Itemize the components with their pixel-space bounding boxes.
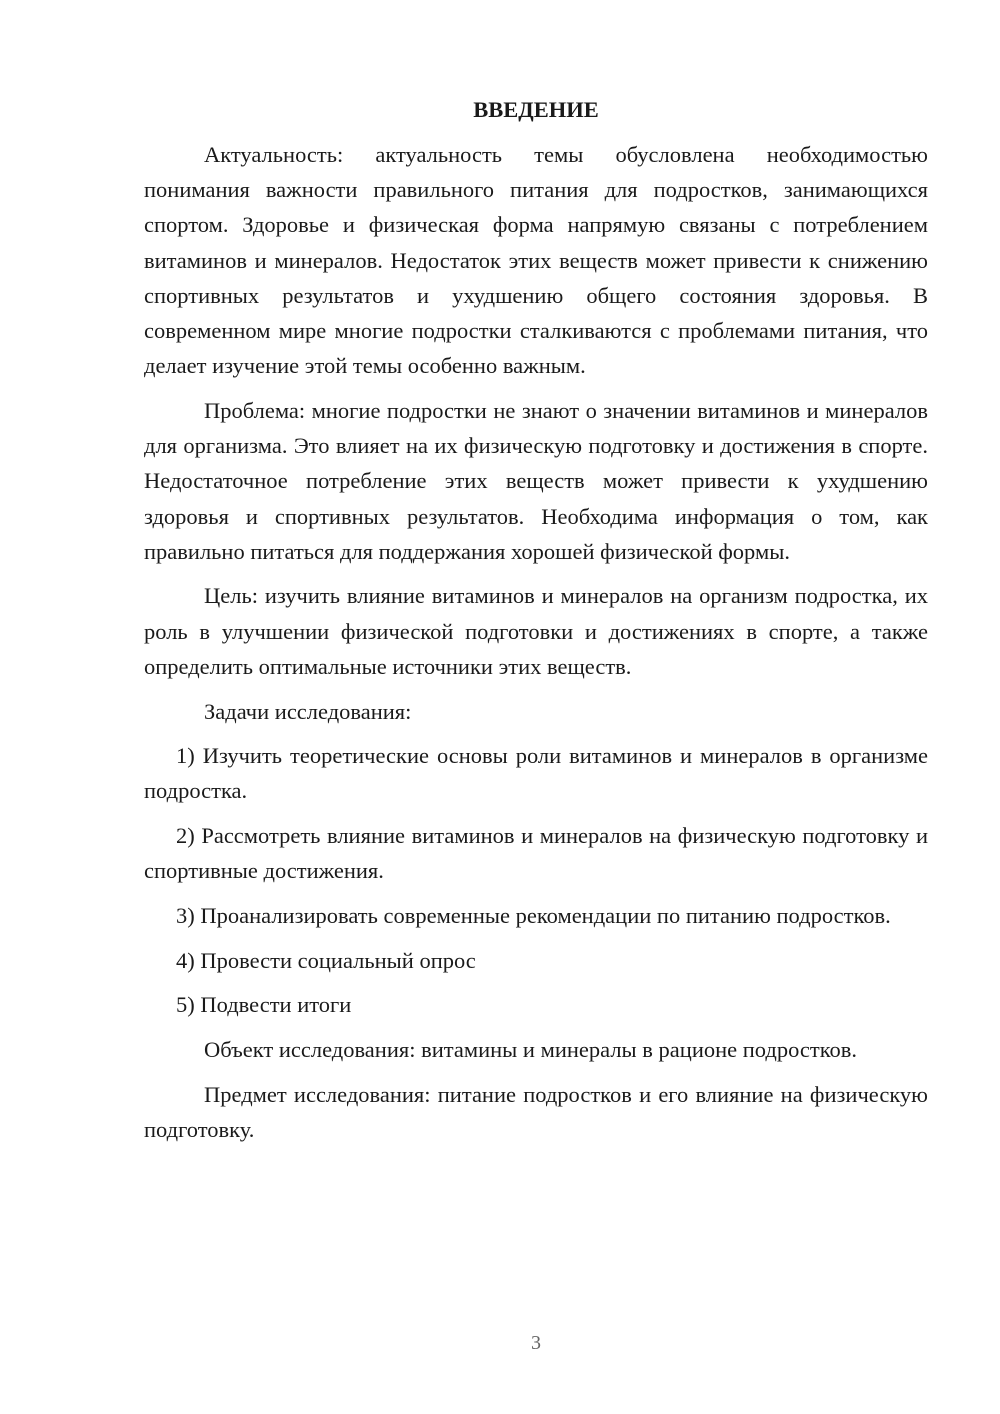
section-heading: ВВЕДЕНИЕ [473, 97, 599, 122]
document-body [144, 92, 928, 1157]
task-item-3: 3) Проанализировать современные рекомендации по питанию подростков. [176, 903, 891, 929]
subject-paragraph: Предмет исследования: питание подростков и его влияние на физическую подготовку. [144, 1081, 928, 1143]
page-number: 3 [531, 1332, 541, 1354]
task-item-5: 5) Подвести итоги [176, 992, 352, 1018]
task-item-2: 2) Рассмотреть влияние витаминов и минералов на физическую подготовку и спортивные достижения. [144, 823, 928, 884]
problem-paragraph: Проблема: многие подростки не знают о значении витаминов и минералов для организма. Это влияет на их физическую подготовку и достижения в спорте. Недостаточное потребление этих веществ может привести к ухудшению здоровья и спортивных результатов. Необходима информация о том, как правильно питаться для поддержания хорошей физической формы. [144, 397, 928, 564]
task-item-1: 1) Изучить теоретические основы роли витаминов и минералов в организме подростка. [144, 743, 928, 804]
relevance-paragraph: Актуальность: актуальность темы обусловлена необходимостью понимания важности правильного питания для подростков, занимающихся спортом. Здоровье и физическая форма напрямую связаны с потреблением витаминов и минералов. Недостаток этих веществ может привести к снижению спортивных результатов и ухудшению общего состояния здоровья. В современном мире многие подростки сталкиваются с проблемами питания, что делает изучение этой темы особенно важным. [144, 142, 928, 379]
tasks-title: Задачи исследования: [204, 698, 412, 724]
task-item-4: 4) Провести социальный опрос [176, 947, 476, 973]
object-paragraph: Объект исследования: витамины и минералы в рационе подростков. [204, 1037, 858, 1063]
goal-paragraph: Цель: изучить влияние витаминов и минералов на организм подростка, их роль в улучшении физической подготовки и достижениях в спорте, а также определить оптимальные источники этих веществ. [144, 583, 928, 679]
